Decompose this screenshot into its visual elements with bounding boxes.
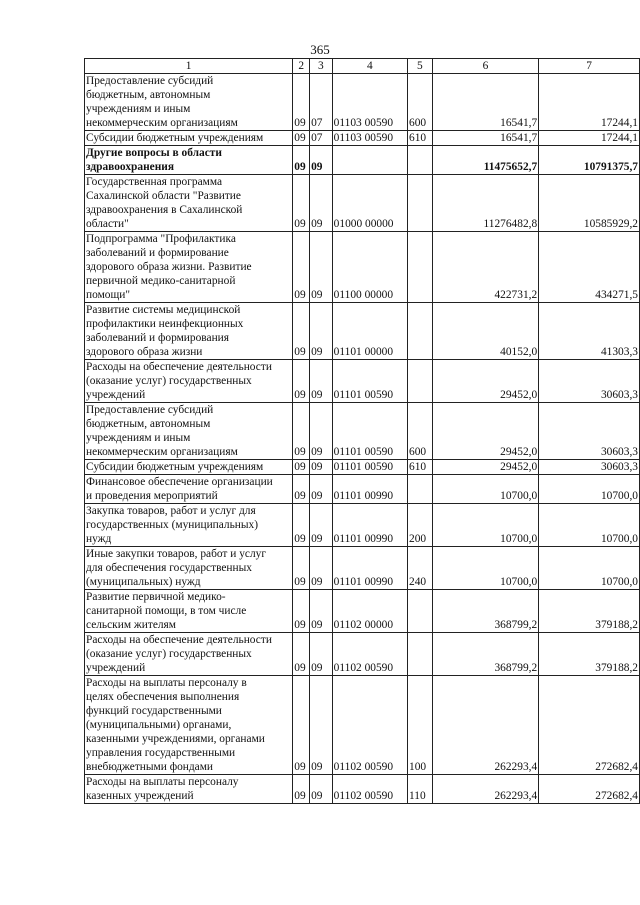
section-code: 09 [293, 504, 310, 547]
table-row [85, 74, 640, 131]
row-name [85, 146, 293, 175]
row-name-line: сельским жителям [86, 619, 177, 631]
target-article-code: 01102 00000 [332, 590, 407, 633]
row-name-line: Субсидии бюджетным учреждениям [86, 132, 264, 144]
table-row [85, 232, 640, 303]
table-row [85, 590, 640, 633]
row-name-line: и проведения мероприятий [86, 490, 218, 502]
row-name-line: казенных учреждений [86, 790, 194, 802]
amount-year-1: 10700,0 [432, 547, 538, 590]
row-name-line: учреждениям и иным [86, 432, 191, 444]
amount-year-1: 40152,0 [432, 303, 538, 360]
header-col-7: 7 [539, 59, 640, 74]
subsection-code: 09 [310, 590, 333, 633]
table-row [85, 775, 640, 804]
section-code: 09 [293, 460, 310, 475]
row-name [85, 590, 293, 633]
subsection-code: 09 [310, 475, 333, 504]
target-article-code: 01100 00000 [332, 232, 407, 303]
section-code: 09 [293, 146, 310, 175]
amount-year-2: 30603,3 [539, 360, 640, 403]
expense-type-code: 610 [408, 460, 433, 475]
row-name-line: Расходы на выплаты персоналу [86, 776, 239, 788]
row-name-line: здорового образа жизни [86, 346, 203, 358]
amount-year-1: 16541,7 [432, 74, 538, 131]
amount-year-1: 16541,7 [432, 131, 538, 146]
header-row [85, 59, 640, 74]
row-name-line: Другие вопросы в области [86, 147, 222, 159]
row-name [85, 403, 293, 460]
table-row [85, 676, 640, 775]
expense-type-code: 200 [408, 504, 433, 547]
row-name-line: профилактики неинфекционных [86, 318, 244, 330]
row-name-line: учреждений [86, 389, 146, 401]
subsection-code: 09 [310, 775, 333, 804]
row-name-line: некоммерческим организациям [86, 446, 238, 458]
subsection-code: 09 [310, 146, 333, 175]
expense-type-code: 100 [408, 676, 433, 775]
table-row [85, 633, 640, 676]
target-article-code: 01102 00590 [332, 633, 407, 676]
row-name-line: санитарной помощи, в том числе [86, 605, 247, 617]
row-name [85, 131, 293, 146]
row-name-line: Развитие первичной медико- [86, 591, 226, 603]
row-name-line: функций государственными [86, 705, 222, 717]
subsection-code: 07 [310, 74, 333, 131]
target-article-code: 01101 00990 [332, 475, 407, 504]
row-name-line: Предоставление субсидий [86, 75, 214, 87]
expense-type-code [408, 590, 433, 633]
subsection-code: 09 [310, 547, 333, 590]
section-code: 09 [293, 360, 310, 403]
row-name [85, 175, 293, 232]
header-col-2: 2 [293, 59, 310, 74]
table-row [85, 403, 640, 460]
row-name-line: государственных (муниципальных) [86, 519, 259, 531]
row-name-line: заболеваний и формирование [86, 247, 229, 259]
table-row [85, 547, 640, 590]
subsection-code: 09 [310, 460, 333, 475]
target-article-code: 01000 00000 [332, 175, 407, 232]
amount-year-2: 10585929,2 [539, 175, 640, 232]
section-code: 09 [293, 74, 310, 131]
table-row [85, 146, 640, 175]
row-name-line: первичной медико-санитарной [86, 275, 236, 287]
table-row [85, 303, 640, 360]
target-article-code: 01101 00590 [332, 360, 407, 403]
amount-year-2: 272682,4 [539, 775, 640, 804]
amount-year-1: 29452,0 [432, 360, 538, 403]
section-code: 09 [293, 175, 310, 232]
row-name-line: некоммерческим организациям [86, 117, 238, 129]
target-article-code [332, 146, 407, 175]
amount-year-2: 17244,1 [539, 131, 640, 146]
row-name-line: Иные закупки товаров, работ и услуг [86, 548, 267, 560]
amount-year-2: 10791375,7 [539, 146, 640, 175]
section-code: 09 [293, 775, 310, 804]
amount-year-2: 10700,0 [539, 504, 640, 547]
row-name-line: Предоставление субсидий [86, 404, 214, 416]
row-name [85, 676, 293, 775]
budget-table [84, 58, 640, 804]
subsection-code: 09 [310, 504, 333, 547]
amount-year-1: 29452,0 [432, 460, 538, 475]
row-name-line: учреждений [86, 662, 146, 674]
target-article-code: 01101 00590 [332, 460, 407, 475]
target-article-code: 01102 00590 [332, 775, 407, 804]
subsection-code: 09 [310, 303, 333, 360]
expense-type-code [408, 303, 433, 360]
header-col-4: 4 [332, 59, 407, 74]
amount-year-1: 368799,2 [432, 633, 538, 676]
target-article-code: 01103 00590 [332, 131, 407, 146]
expense-type-code [408, 175, 433, 232]
target-article-code: 01101 00990 [332, 547, 407, 590]
row-name-line: Расходы на выплаты персоналу в [86, 677, 247, 689]
row-name-line: (оказание услуг) государственных [86, 375, 252, 387]
header-col-3: 3 [310, 59, 333, 74]
row-name-line: Расходы на обеспечение деятельности [86, 634, 272, 646]
table-body [85, 74, 640, 804]
subsection-code: 09 [310, 232, 333, 303]
row-name-line: целях обеспечения выполнения [86, 691, 240, 703]
amount-year-1: 262293,4 [432, 775, 538, 804]
header-col-5: 5 [408, 59, 433, 74]
amount-year-1: 29452,0 [432, 403, 538, 460]
expense-type-code: 610 [408, 131, 433, 146]
section-code: 09 [293, 475, 310, 504]
amount-year-1: 368799,2 [432, 590, 538, 633]
expense-type-code [408, 633, 433, 676]
section-code: 09 [293, 676, 310, 775]
amount-year-2: 379188,2 [539, 590, 640, 633]
row-name-line: заболеваний и формирования [86, 332, 230, 344]
amount-year-1: 10700,0 [432, 475, 538, 504]
row-name-line: (муниципальными) органами, [86, 719, 232, 731]
amount-year-2: 434271,5 [539, 232, 640, 303]
row-name-line: Расходы на обеспечение деятельности [86, 361, 272, 373]
amount-year-1: 11475652,7 [432, 146, 538, 175]
table-row [85, 131, 640, 146]
amount-year-2: 17244,1 [539, 74, 640, 131]
header-col-1: 1 [85, 59, 293, 74]
row-name-line: бюджетным, автономным [86, 418, 211, 430]
subsection-code: 07 [310, 131, 333, 146]
amount-year-2: 30603,3 [539, 460, 640, 475]
row-name-line: учреждениям и иным [86, 103, 191, 115]
amount-year-2: 30603,3 [539, 403, 640, 460]
amount-year-1: 10700,0 [432, 504, 538, 547]
row-name-line: здорового образа жизни. Развитие [86, 261, 252, 273]
section-code: 09 [293, 131, 310, 146]
target-article-code: 01101 00000 [332, 303, 407, 360]
amount-year-2: 272682,4 [539, 676, 640, 775]
row-name-line: для обеспечения государственных [86, 562, 252, 574]
target-article-code: 01102 00590 [332, 676, 407, 775]
row-name-line: (муниципальных) нужд [86, 576, 201, 588]
amount-year-2: 10700,0 [539, 547, 640, 590]
target-article-code: 01101 00590 [332, 403, 407, 460]
row-name [85, 232, 293, 303]
expense-type-code [408, 232, 433, 303]
row-name-line: бюджетным, автономным [86, 89, 211, 101]
section-code: 09 [293, 403, 310, 460]
table-row [85, 360, 640, 403]
row-name-line: Сахалинской области "Развитие [86, 190, 241, 202]
amount-year-2: 41303,3 [539, 303, 640, 360]
expense-type-code: 110 [408, 775, 433, 804]
row-name-line: нужд [86, 533, 112, 545]
table-row [85, 475, 640, 504]
row-name-line: внебюджетными фондами [86, 761, 214, 773]
subsection-code: 09 [310, 360, 333, 403]
row-name-line: Финансовое обеспечение организации [86, 476, 273, 488]
row-name [85, 303, 293, 360]
amount-year-1: 262293,4 [432, 676, 538, 775]
row-name-line: Развитие системы медицинской [86, 304, 241, 316]
row-name-line: здравоохранения в Сахалинской [86, 204, 243, 216]
row-name [85, 475, 293, 504]
expense-type-code [408, 475, 433, 504]
expense-type-code [408, 360, 433, 403]
table-row [85, 504, 640, 547]
section-code: 09 [293, 303, 310, 360]
table-row [85, 175, 640, 232]
expense-type-code: 600 [408, 74, 433, 131]
subsection-code: 09 [310, 403, 333, 460]
expense-type-code [408, 146, 433, 175]
expense-type-code: 240 [408, 547, 433, 590]
amount-year-2: 10700,0 [539, 475, 640, 504]
row-name [85, 775, 293, 804]
expense-type-code: 600 [408, 403, 433, 460]
row-name [85, 460, 293, 475]
page-number: 365 [310, 42, 330, 57]
section-code: 09 [293, 547, 310, 590]
row-name-line: Подпрограмма "Профилактика [86, 233, 236, 245]
row-name-line: Государственная программа [86, 176, 223, 188]
row-name-line: (оказание услуг) государственных [86, 648, 252, 660]
row-name [85, 74, 293, 131]
amount-year-1: 422731,2 [432, 232, 538, 303]
row-name-line: казенными учреждениями, органами [86, 733, 265, 745]
row-name [85, 547, 293, 590]
row-name-line: области" [86, 218, 129, 230]
row-name [85, 504, 293, 547]
row-name-line: управления государственными [86, 747, 236, 759]
subsection-code: 09 [310, 676, 333, 775]
target-article-code: 01101 00990 [332, 504, 407, 547]
row-name-line: Субсидии бюджетным учреждениям [86, 461, 264, 473]
row-name [85, 360, 293, 403]
amount-year-1: 11276482,8 [432, 175, 538, 232]
section-code: 09 [293, 232, 310, 303]
row-name-line: Закупка товаров, работ и услуг для [86, 505, 256, 517]
subsection-code: 09 [310, 633, 333, 676]
row-name-line: помощи" [86, 289, 130, 301]
row-name-line: здравоохранения [86, 161, 174, 173]
subsection-code: 09 [310, 175, 333, 232]
header-col-6: 6 [432, 59, 538, 74]
target-article-code: 01103 00590 [332, 74, 407, 131]
table-row [85, 460, 640, 475]
row-name [85, 633, 293, 676]
amount-year-2: 379188,2 [539, 633, 640, 676]
section-code: 09 [293, 590, 310, 633]
section-code: 09 [293, 633, 310, 676]
